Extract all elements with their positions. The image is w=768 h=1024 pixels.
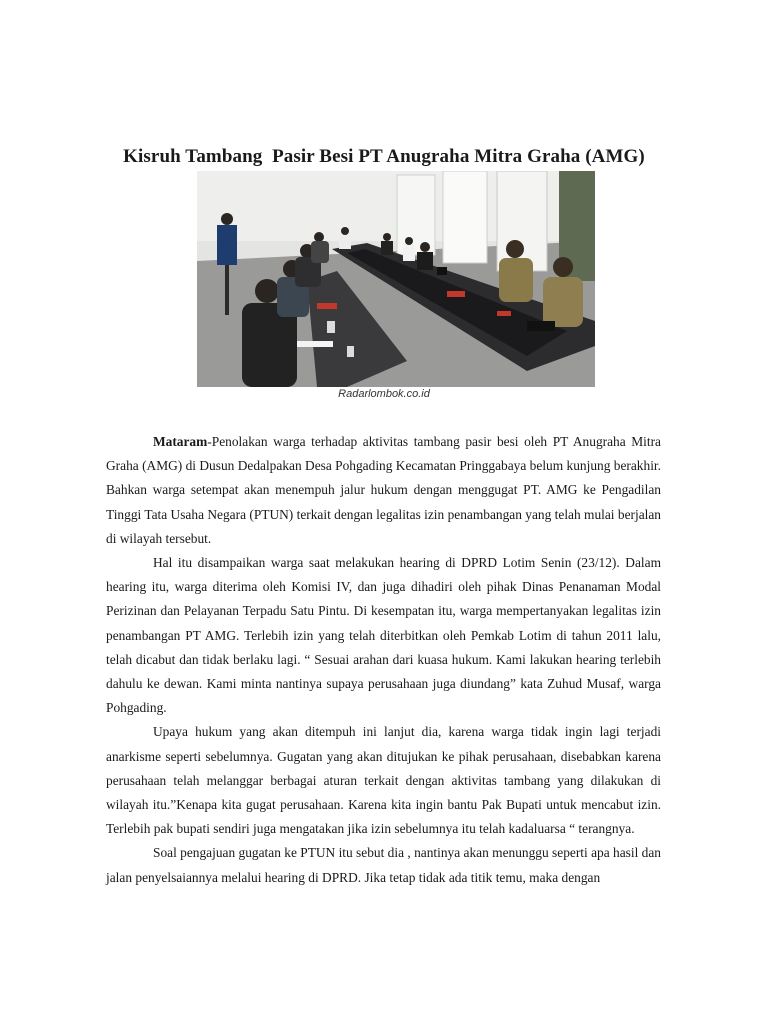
article-title: Kisruh Tambang Pasir Besi PT Anugraha Mitra Graha (AMG)	[123, 146, 645, 167]
paragraph-3: Upaya hukum yang akan ditempuh ini lanjut dia, karena warga tidak ingin lagi terjadi anarkisme seperti sebelumnya. Gugatan yang akan ditujukan ke pihak perusahaan, disebabkan karena perusahaan telah melanggar berbagai aturan terkait dengan aktivitas tambang yang dilakukan di wilayah itu.”Kenapa kita gugat perusahaan. Karena kita ingin bantu Pak Bupati untuk mencabut izin. Terlebih pak bupati sendiri juga mengatakan jika izin sebelumnya itu telah kadaluarsa “ terangnya.	[106, 724, 661, 837]
dateline-place: Mataram	[153, 434, 208, 449]
article-body	[106, 430, 661, 890]
photo-caption: Radarlombok.co.id	[338, 388, 430, 400]
hearing-room-illustration	[197, 171, 595, 387]
paragraph-1-text: -Penolakan warga terhadap aktivitas tambang pasir besi oleh PT Anugraha Mitra Graha (AMG) di Dusun Dedalpakan Desa Pohgading Kecamatan Pringgabaya belum kunjung berakhir. Bahkan warga setempat akan menempuh jalur hukum dengan menggugat PT. AMG ke Pengadilan Tinggi Tata Usaha Negara (PTUN) terkait dengan legalitas izin penambangan yang telah mulai berjalan di wilayah tersebut.	[106, 434, 661, 546]
paragraph-4: Soal pengajuan gugatan ke PTUN itu sebut dia , nantinya akan menunggu seperti apa hasil dan jalan penyelsaiannya melalui hearing di DPRD. Jika tetap tidak ada titik temu, maka dengan	[106, 845, 661, 885]
hearing-photo	[197, 171, 595, 387]
paragraph-2: Hal itu disampaikan warga saat melakukan hearing di DPRD Lotim Senin (23/12). Dalam hearing itu, warga diterima oleh Komisi IV, dan juga dihadiri oleh pihak Dinas Penanaman Modal Perizinan dan Pelayanan Terpadu Satu Pintu. Di kesempatan itu, warga mempertanyakan legalitas izin penambangan PT AMG. Terlebih izin yang telah diterbitkan oleh Pemkab Lotim di tahun 2011 lalu, telah dicabut dan tidak berlaku lagi. “ Sesuai arahan dari kuasa hukum. Kami lakukan hearing terlebih dahulu ke dewan. Kami minta nantinya supaya perusahaan juga diundang” kata Zuhud Musaf, warga Pohgading.	[106, 555, 661, 716]
paragraph-1	[106, 430, 661, 551]
